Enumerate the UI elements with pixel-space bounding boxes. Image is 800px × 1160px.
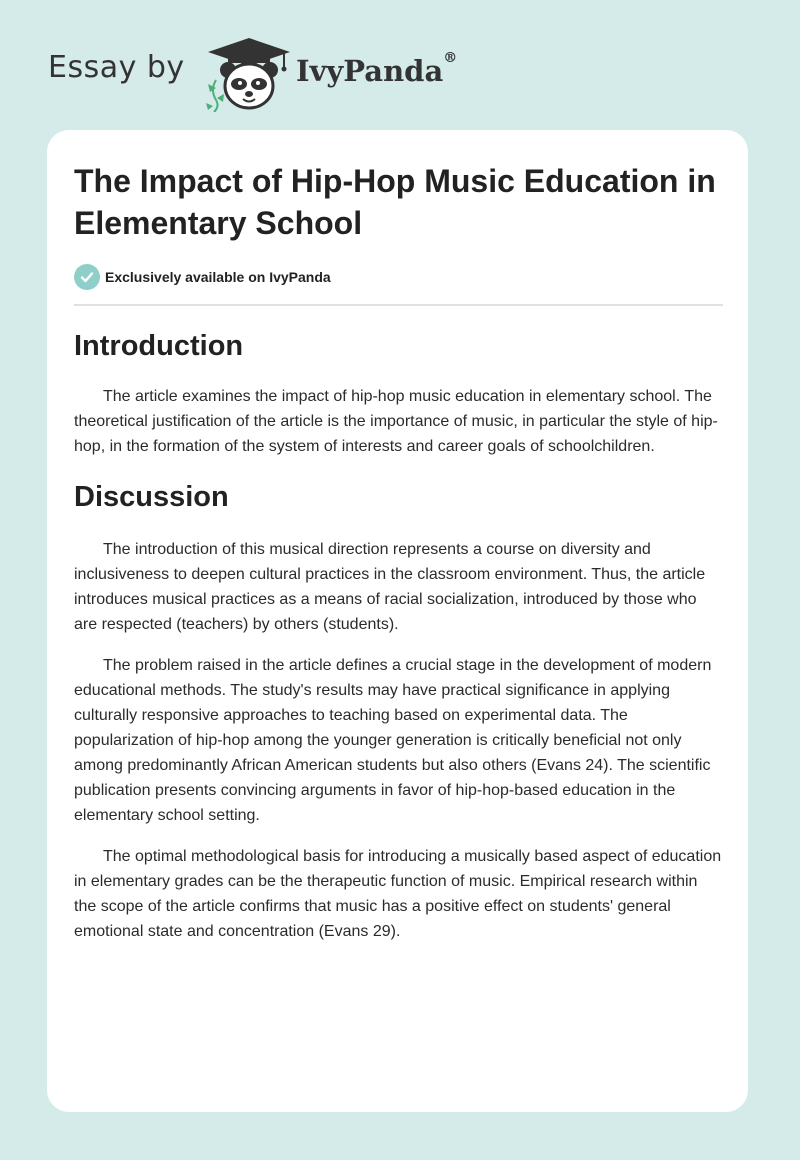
divider	[74, 304, 723, 306]
ivypanda-brand	[296, 50, 458, 88]
exclusive-badge	[74, 263, 723, 291]
essay-title: The Impact of Hip-Hop Music Education in Elementary School	[74, 163, 716, 241]
section-heading-introduction: Introduction	[74, 330, 244, 362]
registered-mark: ®	[443, 50, 458, 66]
panda-graduate-icon	[204, 36, 294, 112]
brand-name: IvyPanda	[296, 54, 444, 88]
section-heading-discussion: Discussion	[74, 481, 229, 513]
essay-content	[74, 160, 723, 944]
check-circle-icon	[74, 264, 100, 290]
paragraph: The optimal methodological basis for introducing a musically based aspect of education in elementary grades can be the therapeutic function of music. Empirical research within the scope of the article confirms that music has a positive effect on students' general emotional state and concentration (Evans 29).	[74, 848, 722, 940]
essay-card	[47, 130, 748, 1112]
paragraph: The article examines the impact of hip-hop music education in elementary school. The theoretical justification of the article is the importance of music, in particular the style of hip-hop, in the formation of the system of interests and career goals of schoolchildren.	[74, 388, 718, 455]
essay-by-label: Essay by	[48, 50, 185, 85]
site-header	[48, 36, 568, 112]
paragraph: The introduction of this musical direction represents a course on diversity and inclusiveness to deepen cultural practices in the classroom environment. Thus, the article introduces musical practices as a means of racial socialization, introduced by those who are respected (teachers) by others (students).	[74, 541, 706, 633]
exclusive-label: Exclusively available on IvyPanda	[105, 269, 331, 285]
paragraph: The problem raised in the article defines a crucial stage in the development of modern educational methods. The study's results may have practical significance in applying culturally responsive approaches to teaching based on experimental data. The popularization of hip-hop among the younger generation is critically beneficial not only among predominantly African American students but also others (Evans 24). The scientific publication presents convincing arguments in favor of hip-hop-based education in the elementary school setting.	[74, 657, 712, 824]
